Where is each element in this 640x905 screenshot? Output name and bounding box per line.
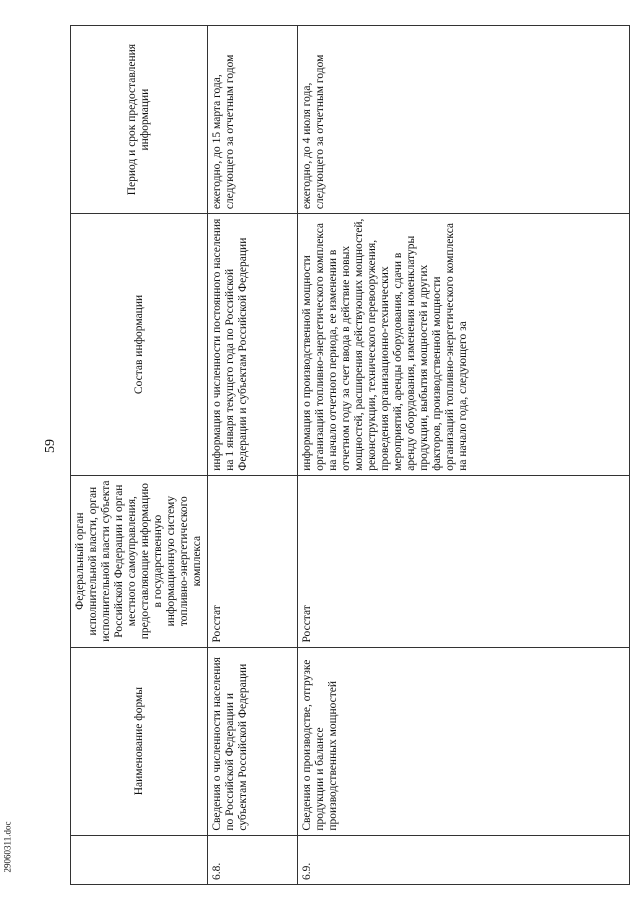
- info-table: [70, 25, 630, 885]
- row-composition: информация о численности постоянного населения на 1 января текущего года по Российской Федерации и субъектам Российской Федерации: [208, 214, 298, 476]
- row-form-name: Сведения о численности населения по Российской Федерации и субъектам Российской Федерации: [208, 647, 298, 835]
- table-row: [298, 26, 630, 885]
- header-organization: Федеральный орган исполнительной власти, орган исполнительной власти субъекта Российской Федерации и орган местного самоуправления, предоставляющие информацию в государственную информационную систему топливно-энергетического комплекса: [71, 475, 208, 647]
- row-period: ежегодно, до 4 июля года, следующего за отчетным годом: [298, 26, 630, 214]
- document-code: 29060311.doc: [2, 821, 13, 873]
- rotated-table-container: [70, 25, 630, 885]
- table-header-row: [71, 26, 208, 885]
- row-organization: Росстат: [298, 475, 630, 647]
- header-period: Период и срок предоставления информации: [71, 26, 208, 214]
- row-organization: Росстат: [208, 475, 298, 647]
- header-composition: Состав информации: [71, 214, 208, 476]
- row-form-name: Сведения о производстве, отгрузке продукции и балансе производственных мощностей: [298, 647, 630, 835]
- row-number: 6.8.: [208, 835, 298, 884]
- row-period: ежегодно, до 15 марта года, следующего за отчетным годом: [208, 26, 298, 214]
- table-row: [208, 26, 298, 885]
- page-number: 59: [43, 439, 58, 453]
- row-composition: информация о производственной мощности организаций топливно-энергетического комплекса на начало отчетного периода, ее изменении в отчетном году за счет ввода в действие новых мощностей, расширения действующих мощностей, реконструкции, технического перевооружения, проведения организационно-технических мероприятий, аренды оборудования, сдачи в аренду оборудования, изменения номенклатуры продукции, выбытия мощностей и других факторов, производственной мощности организаций топливно-энергетического комплекса на начало года, следующего за: [298, 214, 630, 476]
- header-number: [71, 835, 208, 884]
- row-number: 6.9.: [298, 835, 630, 884]
- header-form-name: Наименование формы: [71, 647, 208, 835]
